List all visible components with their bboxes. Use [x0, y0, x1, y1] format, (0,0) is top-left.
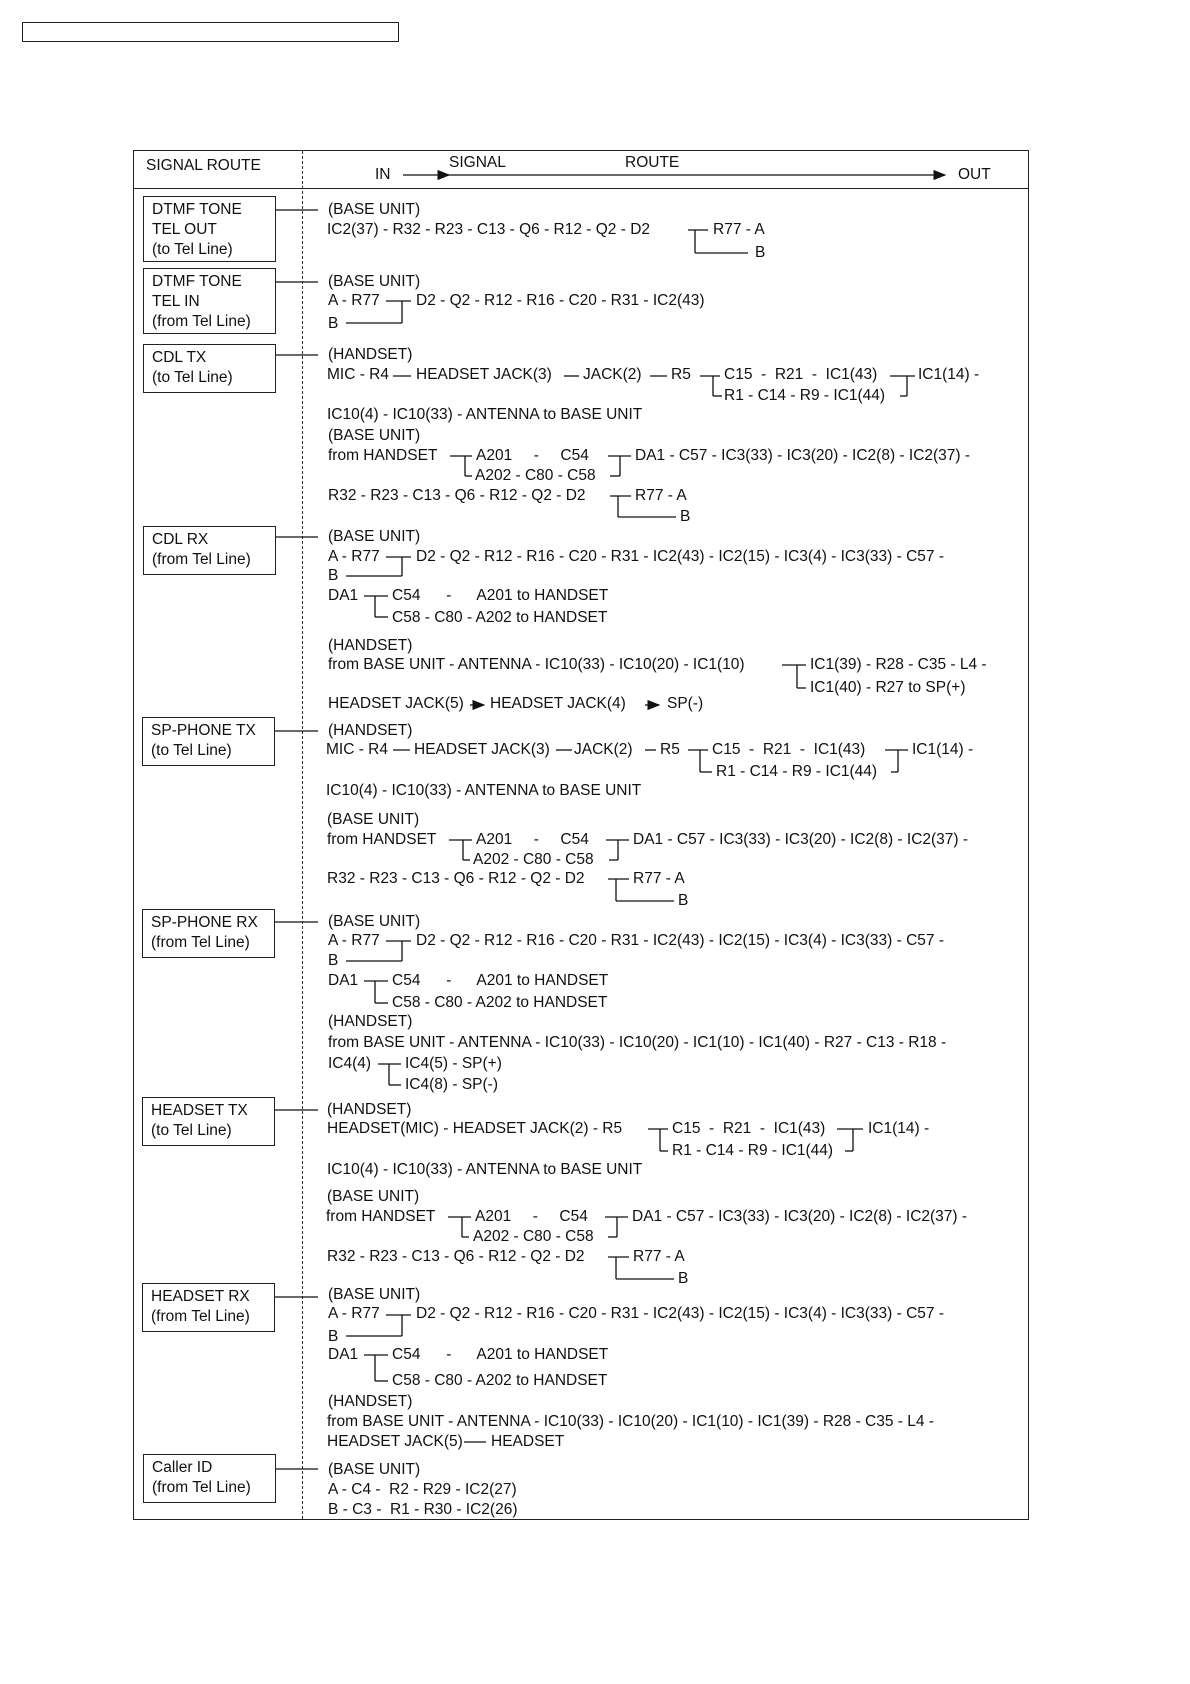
route-text: A201 - C54: [476, 447, 589, 464]
route-text: (BASE UNIT): [328, 913, 421, 930]
route-text: IC1(14) -: [918, 366, 980, 383]
route-text: MIC - R4: [326, 741, 388, 758]
label-line: (to Tel Line): [152, 369, 233, 386]
route-text: IC4(8) - SP(-): [405, 1076, 498, 1093]
label-line: (from Tel Line): [151, 934, 250, 951]
route-text: D2 - Q2 - R12 - R16 - C20 - R31 - IC2(43) - IC2(15) - IC3(4) - IC3(33) - C57 -: [416, 932, 944, 949]
route-text: IC1(14) -: [868, 1120, 930, 1137]
route-text: R32 - R23 - C13 - Q6 - R12 - Q2 - D2: [328, 487, 586, 504]
route-text: B: [755, 244, 766, 261]
route-text: R32 - R23 - C13 - Q6 - R12 - Q2 - D2: [327, 1248, 585, 1265]
route-text: (HANDSET): [328, 1393, 413, 1410]
route-text: (BASE UNIT): [328, 1461, 421, 1478]
route-text: DA1 - C57 - IC3(33) - IC3(20) - IC2(8) - IC2(37) -: [635, 447, 971, 464]
header-route: ROUTE: [625, 154, 680, 171]
route-text: C58 - C80 - A202 to HANDSET: [392, 1372, 608, 1389]
route-text: D2 - Q2 - R12 - R16 - C20 - R31 - IC2(43) - IC2(15) - IC3(4) - IC3(33) - C57 -: [416, 548, 944, 565]
label-line: HEADSET TX: [151, 1102, 248, 1119]
route-text: DA1 - C57 - IC3(33) - IC3(20) - IC2(8) - IC2(37) -: [632, 1208, 968, 1225]
label-dtmf-tel-out: [143, 196, 276, 262]
route-text: (BASE UNIT): [328, 427, 421, 444]
route-text: IC2(37) - R32 - R23 - C13 - Q6 - R12 - Q2 - D2: [327, 221, 651, 238]
route-text: A202 - C80 - C58: [473, 851, 594, 868]
route-text: C15 - R21 - IC1(43): [724, 366, 878, 383]
label-line: TEL OUT: [152, 221, 217, 238]
route-text: R32 - R23 - C13 - Q6 - R12 - Q2 - D2: [327, 870, 585, 887]
route-text: IC10(4) - IC10(33) - ANTENNA to BASE UNIT: [327, 406, 643, 423]
route-text: R1 - C14 - R9 - IC1(44): [672, 1142, 834, 1159]
route-text: IC4(5) - SP(+): [405, 1055, 502, 1072]
label-line: (from Tel Line): [152, 313, 251, 330]
route-text: B: [678, 892, 689, 909]
route-text: (HANDSET): [328, 1013, 413, 1030]
route-text: DA1: [328, 587, 359, 604]
label-line: (to Tel Line): [152, 241, 233, 258]
route-text: MIC - R4: [327, 366, 389, 383]
route-text: A201 - C54: [475, 1208, 588, 1225]
header-signal-route: SIGNAL ROUTE: [146, 157, 261, 174]
route-text: HEADSET(MIC) - HEADSET JACK(2) - R5: [327, 1120, 623, 1137]
route-text: A - R77: [328, 932, 380, 949]
route-text: R77 - A: [633, 1248, 685, 1265]
route-text: IC1(14) -: [912, 741, 974, 758]
route-text: JACK(2): [583, 366, 642, 383]
route-text: B: [678, 1270, 689, 1287]
header-signal: SIGNAL: [449, 154, 506, 171]
route-text: from HANDSET: [328, 447, 438, 464]
label-line: DTMF TONE: [152, 273, 242, 290]
label-dtmf-tel-in: [143, 268, 276, 334]
route-text: IC10(4) - IC10(33) - ANTENNA to BASE UNIT: [327, 1161, 643, 1178]
route-text: A201 - C54: [476, 831, 589, 848]
label-line: TEL IN: [152, 293, 200, 310]
route-text: DA1 - C57 - IC3(33) - IC3(20) - IC2(8) - IC2(37) -: [633, 831, 969, 848]
label-line: SP-PHONE RX: [151, 914, 258, 931]
route-text: (BASE UNIT): [328, 201, 421, 218]
label-sp-phone-rx: [142, 909, 275, 958]
header-out: OUT: [958, 166, 991, 183]
route-text: A - R77: [328, 292, 380, 309]
route-text: SP(-): [667, 695, 704, 712]
route-text: HEADSET JACK(3): [414, 741, 550, 758]
route-text: HEADSET: [491, 1433, 565, 1450]
route-text: C58 - C80 - A202 to HANDSET: [392, 994, 608, 1011]
route-text: (BASE UNIT): [327, 1188, 420, 1205]
route-text: (BASE UNIT): [328, 1286, 421, 1303]
route-text: (BASE UNIT): [328, 273, 421, 290]
label-line: HEADSET RX: [151, 1288, 250, 1305]
label-caller-id: [143, 1454, 276, 1503]
route-text: IC10(4) - IC10(33) - ANTENNA to BASE UNIT: [326, 782, 642, 799]
label-line: CDL TX: [152, 349, 207, 366]
route-text: from BASE UNIT - ANTENNA - IC10(33) - IC10(20) - IC1(10) - IC1(40) - R27 - C13 - R18 -: [328, 1034, 947, 1051]
route-text: R77 - A: [633, 870, 685, 887]
route-text: C15 - R21 - IC1(43): [712, 741, 866, 758]
route-text: (BASE UNIT): [327, 811, 420, 828]
route-text: R1 - C14 - R9 - IC1(44): [724, 387, 886, 404]
label-line: (from Tel Line): [152, 1479, 251, 1496]
route-text: (BASE UNIT): [328, 528, 421, 545]
route-text: C54 - A201 to HANDSET: [392, 587, 609, 604]
route-text: R1 - C14 - R9 - IC1(44): [716, 763, 878, 780]
route-text: D2 - Q2 - R12 - R16 - C20 - R31 - IC2(43) - IC2(15) - IC3(4) - IC3(33) - C57 -: [416, 1305, 944, 1322]
route-text: DA1: [328, 972, 359, 989]
route-text: IC4(4): [328, 1055, 372, 1072]
route-text: R5: [660, 741, 680, 758]
page-header-box: [22, 22, 399, 42]
label-line: Caller ID: [152, 1459, 213, 1476]
route-text: IC1(40) - R27 to SP(+): [810, 679, 966, 696]
route-text: A202 - C80 - C58: [473, 1228, 594, 1245]
route-text: A - R77: [328, 1305, 380, 1322]
route-text: A - R77: [328, 548, 380, 565]
route-text: R5: [671, 366, 691, 383]
route-text: C54 - A201 to HANDSET: [392, 972, 609, 989]
column-divider: [302, 151, 303, 1519]
label-cdl-rx: [143, 526, 276, 575]
route-text: A202 - C80 - C58: [475, 467, 596, 484]
route-text: R77 - A: [713, 221, 765, 238]
route-text: B - C3 - R1 - R30 - IC2(26): [328, 1501, 518, 1518]
route-text: HEADSET JACK(3): [416, 366, 552, 383]
label-line: (to Tel Line): [151, 742, 232, 759]
label-line: (to Tel Line): [151, 1122, 232, 1139]
route-text: C54 - A201 to HANDSET: [392, 1346, 609, 1363]
route-text: (HANDSET): [328, 637, 413, 654]
label-cdl-tx: [143, 344, 276, 393]
route-text: from BASE UNIT - ANTENNA - IC10(33) - IC10(20) - IC1(10) - IC1(39) - R28 - C35 - L4 -: [327, 1413, 934, 1430]
route-text: D2 - Q2 - R12 - R16 - C20 - R31 - IC2(43): [416, 292, 705, 309]
header-divider: [134, 188, 1028, 189]
route-text: from HANDSET: [327, 831, 437, 848]
route-text: (HANDSET): [327, 1101, 412, 1118]
route-text: C58 - C80 - A202 to HANDSET: [392, 609, 608, 626]
header-in: IN: [375, 166, 391, 183]
route-text: HEADSET JACK(5): [328, 695, 464, 712]
route-text: IC1(39) - R28 - C35 - L4 -: [810, 656, 987, 673]
route-text: HEADSET JACK(5): [327, 1433, 463, 1450]
label-line: CDL RX: [152, 531, 209, 548]
route-text: DA1: [328, 1346, 359, 1363]
label-sp-phone-tx: [142, 717, 275, 766]
route-text: from BASE UNIT - ANTENNA - IC10(33) - IC10(20) - IC1(10): [328, 656, 745, 673]
route-text: B: [328, 1328, 339, 1345]
label-line: (from Tel Line): [151, 1308, 250, 1325]
label-headset-rx: [142, 1283, 275, 1332]
route-text: A - C4 - R2 - R29 - IC2(27): [328, 1481, 517, 1498]
route-text: B: [328, 315, 339, 332]
route-text: (HANDSET): [328, 346, 413, 363]
route-text: C15 - R21 - IC1(43): [672, 1120, 826, 1137]
route-text: R77 - A: [635, 487, 687, 504]
route-text: B: [328, 567, 339, 584]
label-line: DTMF TONE: [152, 201, 242, 218]
route-text: (HANDSET): [328, 722, 413, 739]
route-text: B: [680, 508, 691, 525]
route-text: JACK(2): [574, 741, 633, 758]
route-text: B: [328, 952, 339, 969]
route-text: from HANDSET: [326, 1208, 436, 1225]
label-headset-tx: [142, 1097, 275, 1146]
route-text: HEADSET JACK(4): [490, 695, 626, 712]
label-line: (from Tel Line): [152, 551, 251, 568]
label-line: SP-PHONE TX: [151, 722, 256, 739]
